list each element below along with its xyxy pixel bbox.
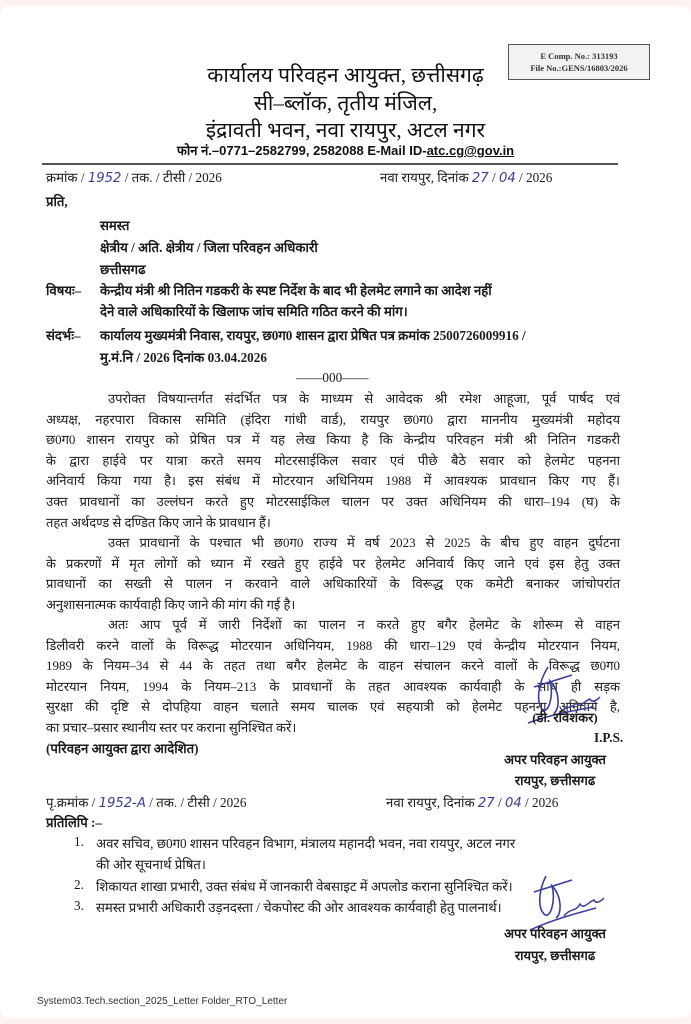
date-day: 27 [471,171,489,186]
copy-kramank-suffix: / तक. / टीसी / 2026 [149,795,247,810]
copy-item-2-line-1: शिकायत शाखा प्रभारी, उक्त संबंध में जानकारी वेबसाइट में अपलोड कराना सुनिश्चित करें। [96,879,513,894]
copy-reference-number [46,793,246,811]
file-number: File No.:GENS/16803/2026 [530,63,628,73]
paragraph-line: अनिवार्य किया गया है। इस संबंध में मोटरयान अधिनियम 1988 में आवश्यक प्रावधान किए गए हैं। [46,473,620,489]
copy-place-date-label: नवा रायपुर, दिनांक [386,795,475,810]
paragraph-line: अध्यक्ष, नहरपारा विकास समिति (इंदिरा गांधी वार्ड), रायपुर छ0ग0 द्वारा माननीय मुख्यमंत्री महोदय [46,411,620,427]
paragraph-line: उपरोक्त विषयान्तर्गत संदर्भित पत्र के माध्यम से आवेदक श्री रमेश आहूजा, पूर्व पार्षद एवं [108,391,620,406]
paragraph-line: के द्वारा हाईवे पर यात्रा करते समय मोटरसाईकिल सवार एवं पीछे बैठे सवार को हेलमेट पहनना [46,452,620,468]
copy-item-1-number: 1. [74,834,84,849]
reference-number [46,168,222,186]
letterhead-block: सी–ब्लॉक, तृतीय मंजिल, [253,91,438,115]
copies-label: प्रतिलिपि :– [46,815,102,830]
copy-date-month: 04 [504,796,522,811]
place-date-label: नवा रायपुर, दिनांक [380,170,469,185]
copy-item-3-line-1: समस्त प्रभारी अधिकारी उड़नदस्ता / चेकपोस्ट की ओर आवश्यक कार्यवाही हेतु पालनार्थ। [96,900,502,915]
paragraph-line: उक्त प्रावधानों का उल्लंघन करते हुए मोटरसाईकिल चालन पर उक्त अधिनियम की धारा–194 (घ) के [46,493,620,509]
paragraph-line: अनुशासनात्मक कार्यवाही किए जाने की मांग की गई है। [46,596,296,612]
recipient-line-1: समस्त [100,218,130,233]
copy-item-1-line-2: की ओर सूचनार्थ प्रेषित। [96,857,206,872]
reference-date: नवा रायपुर, दिनांक 27 / 04 / 2026 [380,170,553,186]
subject-line-1: केन्द्रीय मंत्री श्री नितिन गडकरी के स्पष्ट निर्देश के बाद भी हेलमेट लगाने का आदेश नहीं [100,283,492,298]
paragraph-line: 1989 के नियम–34 से 44 के तहत तथा बगैर हेलमेट के वाहन संचालन करने वालों के विरूद्ध छ0ग0 [46,658,620,674]
date-month: 04 [498,171,516,186]
letterhead-address: इंद्रावती भवन, नवा रायपुर, अटल नगर [205,118,486,142]
paragraph-line: तहत अर्थदण्ड से दण्डित किए जाने के प्रावधान हैं। [46,514,271,530]
section-divider: ——000—— [296,370,369,385]
copy-date-year: / 2026 [525,795,559,810]
copy-item-1-line-1: अवर सचिव, छ0ग0 शासन परिवहन विभाग, मंत्रालय महानदी भवन, नवा रायपुर, अटल नगर [96,836,516,851]
copy-kramank-handwritten: 1952-A [98,796,146,811]
file-path-footer: System03.Tech.section_2025_Letter Folder_RTO_Letter [37,996,288,1007]
body-paragraph-1 [46,389,620,533]
paragraph-line: डिलीवरी करने वालों के विरूद्ध मोटरयान अधिनियम, 1988 की धारा–129 एवं केन्द्रीय मोटरयान नियम, [46,637,620,653]
email-link[interactable]: atc.cg@gov.in [426,143,515,158]
paragraph-line: मोटरयान नियम, 1994 के नियम–213 के प्रावधानों के तहत आवश्यक कार्यवाही के साथ ही सड़क [46,678,620,694]
header-divider [42,163,618,165]
body-paragraph-2 [46,533,620,615]
copy-item-3-number: 3. [74,898,84,913]
signatory-name: (डी. रविशंकर) [532,710,598,725]
recipient-line-3: छत्तीसगढ [100,262,146,277]
paragraph-line: के प्रकरणों में मृत लोगों को ध्यान में रखते हुए हाईवे पर हेलमेट अनिवार्य किए जाने एवं इस हेतु उक्त [46,555,620,571]
kramank-label: क्रमांक / [46,170,85,185]
date-year: / 2026 [519,170,553,185]
signatory2-designation: अपर परिवहन आयुक्त [504,926,606,941]
copy-reference-date: नवा रायपुर, दिनांक 27 / 04 / 2026 [386,795,559,811]
signatory-location: रायपुर, छत्तीसगढ [514,773,596,788]
letterhead-contact [0,141,691,159]
subject-label: विषयः– [46,283,82,298]
phone-text: फोन नं.–0771–2582799, 2582088 E-Mail ID- [176,143,427,158]
copy-kramank-label: पृ.क्रमांक / [46,795,96,810]
paragraph-line: उक्त प्रावधानों के पश्चात भी छ0ग0 राज्य में वर्ष 2023 से 2025 के बीच हुए वाहन दुर्घटना [108,535,620,550]
copy-date-day: 27 [477,796,495,811]
paragraph-line: छ0ग0 शासन रायपुर को प्रेषित पत्र में यह लेख किया है कि केन्द्रीय परिवहन मंत्री श्री नितिन गडकरी [46,432,620,448]
paragraph-line: प्रावधानों का सख्ती से पालन न करवाने वाले अधिकारियों के विरूद्ध एक कमेटी बनाकर जांचोपरांत [46,576,620,592]
kramank-suffix: / तक. / टीसी / 2026 [124,170,222,185]
e-comp-number: E Comp. No.: 313193 [540,51,618,61]
sandarbh-line-1: कार्यालय मुख्यमंत्री निवास, रायपुर, छ0ग0 शासन द्वारा प्रेषित पत्र क्रमांक 2500726009916 / [100,328,526,343]
paragraph-line: अतः आप पूर्व में जारी निर्देशों का पालन न करते हुए बगैर हेलमेट के शोरूम से वाहन [108,617,620,632]
ordered-by: (परिवहन आयुक्त द्वारा आदेशित) [46,741,199,756]
signatory2-location: रायपुर, छत्तीसगढ [514,948,596,963]
paragraph-line: का प्रचार–प्रसार स्थानीय स्तर पर कराना सुनिश्चित करें। [46,719,297,735]
sandarbh-line-2: मु.मं.नि / 2026 दिनांक 03.04.2026 [100,350,267,365]
kramank-handwritten: 1952 [87,171,122,186]
recipient-line-2: क्षेत्रीय / अति. क्षेत्रीय / जिला परिवहन अधिकारी [100,240,318,255]
sandarbh-label: संदर्भः– [46,328,81,343]
paragraph-line: सुरक्षा की दृष्टि से दोपहिया वाहन चलाते समय चालक एवं सहयात्री को हेलमेट पहनना अनिवार्य है, [46,699,620,715]
signatory-service: I.P.S. [594,730,624,745]
letter-page [0,6,691,1018]
subject-line-2: देने वाले अधिकारियों के खिलाफ जांच समिति गठित करने की मांग। [100,304,408,319]
letterhead-office: कार्यालय परिवहन आयुक्त, छत्तीसगढ़ [207,63,484,87]
copy-item-2-number: 2. [74,877,84,892]
prati-label: प्रति, [46,194,68,209]
signatory-designation: अपर परिवहन आयुक्त [504,752,606,767]
